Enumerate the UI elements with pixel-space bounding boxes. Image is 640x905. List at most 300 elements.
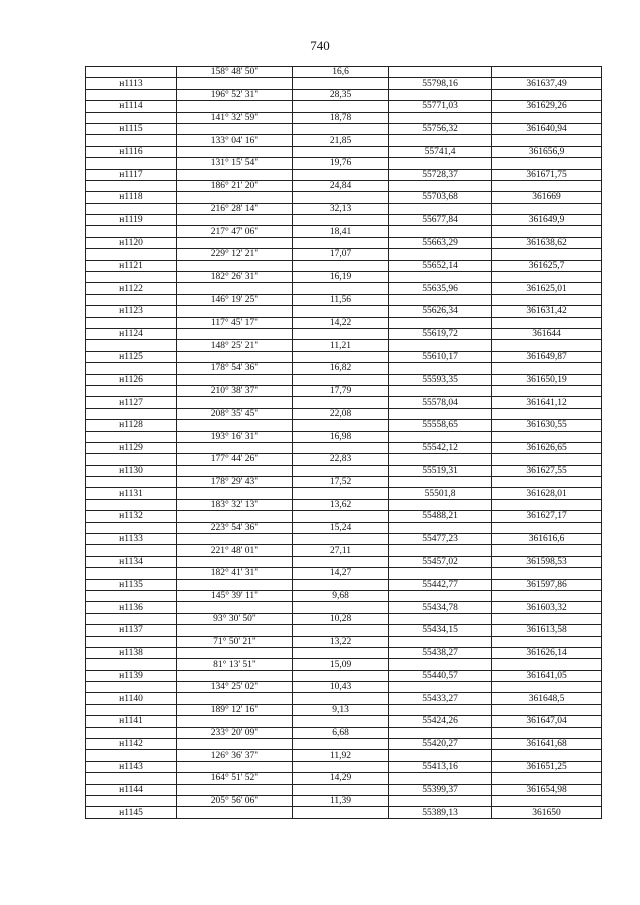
x-cell: 55703,68 <box>389 192 492 203</box>
point-cell: н1130 <box>86 465 177 476</box>
x-cell: 55619,72 <box>389 328 492 339</box>
distance-cell <box>293 761 389 772</box>
distance-cell: 14,29 <box>293 773 389 784</box>
point-row <box>86 534 602 545</box>
distance-cell <box>293 647 389 658</box>
y-cell <box>492 499 602 510</box>
x-cell: 55434,78 <box>389 602 492 613</box>
angle-cell <box>177 716 293 727</box>
point-cell <box>86 180 177 191</box>
point-cell: н1135 <box>86 579 177 590</box>
angle-cell <box>177 442 293 453</box>
point-row <box>86 397 602 408</box>
x-cell: 55663,29 <box>389 237 492 248</box>
distance-cell: 21,85 <box>293 135 389 146</box>
point-row <box>86 511 602 522</box>
angle-cell: 146° 19' 25" <box>177 294 293 305</box>
distance-cell <box>293 260 389 271</box>
segment-row <box>86 454 602 465</box>
y-cell: 361616,6 <box>492 534 602 545</box>
point-row <box>86 647 602 658</box>
distance-cell: 10,28 <box>293 613 389 624</box>
distance-cell: 16,19 <box>293 272 389 283</box>
angle-cell: 205° 56' 06" <box>177 796 293 807</box>
x-cell <box>389 180 492 191</box>
angle-cell <box>177 511 293 522</box>
y-cell <box>492 203 602 214</box>
distance-cell: 13,22 <box>293 636 389 647</box>
angle-cell: 178° 54' 36" <box>177 363 293 374</box>
point-cell <box>86 158 177 169</box>
y-cell <box>492 568 602 579</box>
point-cell <box>86 568 177 579</box>
y-cell <box>492 704 602 715</box>
x-cell: 55413,16 <box>389 761 492 772</box>
distance-cell: 13,62 <box>293 499 389 510</box>
x-cell <box>389 249 492 260</box>
segment-row <box>86 636 602 647</box>
distance-cell: 11,56 <box>293 294 389 305</box>
point-row <box>86 146 602 157</box>
x-cell <box>389 385 492 396</box>
segment-row <box>86 545 602 556</box>
distance-cell <box>293 670 389 681</box>
point-row <box>86 716 602 727</box>
x-cell <box>389 158 492 169</box>
point-cell <box>86 727 177 738</box>
point-cell: н1127 <box>86 397 177 408</box>
y-cell: 361640,94 <box>492 123 602 134</box>
point-cell <box>86 636 177 647</box>
point-cell: н1138 <box>86 647 177 658</box>
distance-cell: 18,78 <box>293 112 389 123</box>
y-cell: 361625,01 <box>492 283 602 294</box>
y-cell <box>492 545 602 556</box>
distance-cell <box>293 716 389 727</box>
x-cell <box>389 67 492 78</box>
point-row <box>86 693 602 704</box>
x-cell <box>389 272 492 283</box>
x-cell <box>389 363 492 374</box>
angle-cell <box>177 328 293 339</box>
x-cell <box>389 112 492 123</box>
point-cell <box>86 363 177 374</box>
segment-row <box>86 272 602 283</box>
y-cell: 361650,19 <box>492 374 602 385</box>
distance-cell <box>293 511 389 522</box>
point-row <box>86 442 602 453</box>
y-cell <box>492 135 602 146</box>
distance-cell <box>293 351 389 362</box>
point-cell: н1114 <box>86 101 177 112</box>
x-cell: 55501,8 <box>389 488 492 499</box>
point-cell <box>86 477 177 488</box>
angle-cell <box>177 283 293 294</box>
y-cell <box>492 750 602 761</box>
x-cell <box>389 750 492 761</box>
x-cell <box>389 454 492 465</box>
x-cell: 55610,17 <box>389 351 492 362</box>
y-cell: 361626,14 <box>492 647 602 658</box>
distance-cell <box>293 101 389 112</box>
point-row <box>86 123 602 134</box>
point-cell: н1137 <box>86 625 177 636</box>
x-cell: 55771,03 <box>389 101 492 112</box>
distance-cell: 16,6 <box>293 67 389 78</box>
point-cell: н1123 <box>86 306 177 317</box>
y-cell: 361627,55 <box>492 465 602 476</box>
x-cell: 55433,27 <box>389 693 492 704</box>
x-cell: 55440,57 <box>389 670 492 681</box>
point-cell: н1136 <box>86 602 177 613</box>
point-cell <box>86 89 177 100</box>
angle-cell: 223° 54' 36" <box>177 522 293 533</box>
x-cell <box>389 613 492 624</box>
y-cell <box>492 317 602 328</box>
y-cell <box>492 636 602 647</box>
distance-cell <box>293 420 389 431</box>
y-cell <box>492 112 602 123</box>
angle-cell: 145° 39' 11" <box>177 590 293 601</box>
y-cell <box>492 363 602 374</box>
coordinates-table <box>85 66 602 819</box>
angle-cell <box>177 306 293 317</box>
distance-cell: 17,52 <box>293 477 389 488</box>
y-cell <box>492 727 602 738</box>
angle-cell <box>177 625 293 636</box>
distance-cell: 32,13 <box>293 203 389 214</box>
x-cell <box>389 796 492 807</box>
point-row <box>86 739 602 750</box>
segment-row <box>86 590 602 601</box>
x-cell: 55741,4 <box>389 146 492 157</box>
x-cell: 55798,16 <box>389 78 492 89</box>
point-cell <box>86 499 177 510</box>
y-cell: 361654,98 <box>492 784 602 795</box>
distance-cell: 18,41 <box>293 226 389 237</box>
x-cell <box>389 431 492 442</box>
distance-cell <box>293 192 389 203</box>
x-cell: 55477,23 <box>389 534 492 545</box>
y-cell <box>492 522 602 533</box>
y-cell <box>492 158 602 169</box>
x-cell <box>389 636 492 647</box>
x-cell <box>389 317 492 328</box>
point-row <box>86 465 602 476</box>
angle-cell <box>177 784 293 795</box>
x-cell: 55542,12 <box>389 442 492 453</box>
angle-cell <box>177 397 293 408</box>
angle-cell <box>177 579 293 590</box>
y-cell <box>492 659 602 670</box>
angle-cell <box>177 534 293 545</box>
angle-cell: 134° 25' 02" <box>177 682 293 693</box>
y-cell: 361626,65 <box>492 442 602 453</box>
angle-cell <box>177 78 293 89</box>
x-cell <box>389 682 492 693</box>
distance-cell <box>293 328 389 339</box>
segment-row <box>86 226 602 237</box>
y-cell: 361644 <box>492 328 602 339</box>
distance-cell <box>293 693 389 704</box>
y-cell <box>492 454 602 465</box>
point-cell: н1140 <box>86 693 177 704</box>
distance-cell: 15,24 <box>293 522 389 533</box>
x-cell: 55488,21 <box>389 511 492 522</box>
point-cell <box>86 682 177 693</box>
y-cell <box>492 682 602 693</box>
x-cell: 55424,26 <box>389 716 492 727</box>
point-cell: н1124 <box>86 328 177 339</box>
angle-cell: 182° 41' 31" <box>177 568 293 579</box>
point-cell <box>86 522 177 533</box>
page-number: 740 <box>310 38 330 53</box>
point-row <box>86 784 602 795</box>
point-cell: н1116 <box>86 146 177 157</box>
point-row <box>86 260 602 271</box>
point-cell <box>86 773 177 784</box>
x-cell <box>389 477 492 488</box>
y-cell: 361637,49 <box>492 78 602 89</box>
x-cell: 55434,15 <box>389 625 492 636</box>
distance-cell <box>293 397 389 408</box>
distance-cell <box>293 784 389 795</box>
point-cell <box>86 704 177 715</box>
segment-row <box>86 613 602 624</box>
angle-cell: 189° 12' 16" <box>177 704 293 715</box>
segment-row <box>86 385 602 396</box>
angle-cell <box>177 123 293 134</box>
distance-cell: 14,27 <box>293 568 389 579</box>
angle-cell <box>177 146 293 157</box>
y-cell: 361627,17 <box>492 511 602 522</box>
y-cell: 361641,68 <box>492 739 602 750</box>
y-cell: 361648,5 <box>492 693 602 704</box>
angle-cell <box>177 670 293 681</box>
x-cell <box>389 89 492 100</box>
x-cell <box>389 545 492 556</box>
segment-row <box>86 499 602 510</box>
x-cell: 55399,37 <box>389 784 492 795</box>
point-cell <box>86 750 177 761</box>
angle-cell: 148° 25' 21" <box>177 340 293 351</box>
angle-cell <box>177 602 293 613</box>
angle-cell: 133° 04' 16" <box>177 135 293 146</box>
segment-row <box>86 135 602 146</box>
y-cell <box>492 249 602 260</box>
point-row <box>86 579 602 590</box>
point-cell <box>86 249 177 260</box>
angle-cell: 216° 28' 14" <box>177 203 293 214</box>
angle-cell: 126° 36' 37" <box>177 750 293 761</box>
x-cell <box>389 590 492 601</box>
x-cell <box>389 340 492 351</box>
angle-cell: 208° 35' 45" <box>177 408 293 419</box>
distance-cell <box>293 169 389 180</box>
point-cell: н1125 <box>86 351 177 362</box>
point-row <box>86 807 602 818</box>
coordinates-table-body <box>86 67 602 819</box>
distance-cell: 11,92 <box>293 750 389 761</box>
angle-cell <box>177 556 293 567</box>
x-cell: 55389,13 <box>389 807 492 818</box>
x-cell <box>389 135 492 146</box>
point-row <box>86 556 602 567</box>
y-cell <box>492 226 602 237</box>
y-cell: 361631,42 <box>492 306 602 317</box>
y-cell: 361597,86 <box>492 579 602 590</box>
angle-cell: 71° 50' 21" <box>177 636 293 647</box>
distance-cell: 9,68 <box>293 590 389 601</box>
y-cell: 361656,9 <box>492 146 602 157</box>
point-cell <box>86 613 177 624</box>
segment-row <box>86 522 602 533</box>
y-cell: 361625,7 <box>492 260 602 271</box>
distance-cell: 6,68 <box>293 727 389 738</box>
point-cell: н1121 <box>86 260 177 271</box>
segment-row <box>86 796 602 807</box>
segment-row <box>86 180 602 191</box>
angle-cell <box>177 465 293 476</box>
point-cell: н1144 <box>86 784 177 795</box>
point-row <box>86 602 602 613</box>
distance-cell: 24,84 <box>293 180 389 191</box>
angle-cell: 217° 47' 06" <box>177 226 293 237</box>
distance-cell <box>293 488 389 499</box>
distance-cell <box>293 123 389 134</box>
angle-cell <box>177 237 293 248</box>
segment-row <box>86 67 602 78</box>
angle-cell <box>177 215 293 226</box>
angle-cell: 117° 45' 17" <box>177 317 293 328</box>
point-row <box>86 488 602 499</box>
point-cell: н1134 <box>86 556 177 567</box>
y-cell <box>492 272 602 283</box>
point-cell: н1129 <box>86 442 177 453</box>
point-cell <box>86 590 177 601</box>
x-cell: 55457,02 <box>389 556 492 567</box>
angle-cell <box>177 488 293 499</box>
y-cell <box>492 385 602 396</box>
distance-cell: 15,09 <box>293 659 389 670</box>
x-cell <box>389 408 492 419</box>
point-cell: н1145 <box>86 807 177 818</box>
angle-cell <box>177 807 293 818</box>
angle-cell <box>177 647 293 658</box>
x-cell: 55578,04 <box>389 397 492 408</box>
point-cell: н1142 <box>86 739 177 750</box>
segment-row <box>86 317 602 328</box>
y-cell: 361650 <box>492 807 602 818</box>
x-cell <box>389 294 492 305</box>
segment-row <box>86 158 602 169</box>
point-cell <box>86 408 177 419</box>
point-cell: н1128 <box>86 420 177 431</box>
angle-cell <box>177 739 293 750</box>
y-cell <box>492 89 602 100</box>
x-cell <box>389 568 492 579</box>
distance-cell <box>293 146 389 157</box>
segment-row <box>86 682 602 693</box>
y-cell: 361647,04 <box>492 716 602 727</box>
angle-cell <box>177 693 293 704</box>
angle-cell <box>177 101 293 112</box>
angle-cell <box>177 169 293 180</box>
angle-cell <box>177 192 293 203</box>
point-cell: н1115 <box>86 123 177 134</box>
y-cell <box>492 431 602 442</box>
point-cell <box>86 135 177 146</box>
x-cell: 55519,31 <box>389 465 492 476</box>
angle-cell: 196° 52' 31" <box>177 89 293 100</box>
y-cell: 361603,32 <box>492 602 602 613</box>
point-cell <box>86 67 177 78</box>
point-row <box>86 625 602 636</box>
x-cell <box>389 773 492 784</box>
angle-cell: 81° 13' 51" <box>177 659 293 670</box>
distance-cell: 9,13 <box>293 704 389 715</box>
y-cell: 361641,12 <box>492 397 602 408</box>
distance-cell <box>293 442 389 453</box>
y-cell <box>492 796 602 807</box>
angle-cell <box>177 374 293 385</box>
point-cell <box>86 659 177 670</box>
point-row <box>86 306 602 317</box>
point-row <box>86 328 602 339</box>
distance-cell: 16,98 <box>293 431 389 442</box>
segment-row <box>86 659 602 670</box>
x-cell: 55438,27 <box>389 647 492 658</box>
segment-row <box>86 727 602 738</box>
angle-cell: 177° 44' 26" <box>177 454 293 465</box>
y-cell <box>492 67 602 78</box>
angle-cell <box>177 260 293 271</box>
distance-cell <box>293 215 389 226</box>
y-cell: 361613,58 <box>492 625 602 636</box>
angle-cell: 221° 48' 01" <box>177 545 293 556</box>
distance-cell: 14,22 <box>293 317 389 328</box>
distance-cell: 16,82 <box>293 363 389 374</box>
point-row <box>86 670 602 681</box>
distance-cell: 17,79 <box>293 385 389 396</box>
point-row <box>86 283 602 294</box>
distance-cell <box>293 602 389 613</box>
distance-cell <box>293 374 389 385</box>
distance-cell <box>293 807 389 818</box>
angle-cell: 233° 20' 09" <box>177 727 293 738</box>
angle-cell <box>177 420 293 431</box>
segment-row <box>86 340 602 351</box>
x-cell: 55626,34 <box>389 306 492 317</box>
segment-row <box>86 704 602 715</box>
point-cell: н1122 <box>86 283 177 294</box>
distance-cell <box>293 78 389 89</box>
segment-row <box>86 773 602 784</box>
segment-row <box>86 477 602 488</box>
y-cell: 361598,53 <box>492 556 602 567</box>
distance-cell: 27,11 <box>293 545 389 556</box>
point-cell: н1139 <box>86 670 177 681</box>
angle-cell: 131° 15' 54" <box>177 158 293 169</box>
y-cell <box>492 613 602 624</box>
point-cell: н1120 <box>86 237 177 248</box>
angle-cell: 158° 48' 50" <box>177 67 293 78</box>
y-cell <box>492 340 602 351</box>
point-cell: н1126 <box>86 374 177 385</box>
distance-cell: 22,83 <box>293 454 389 465</box>
distance-cell: 19,76 <box>293 158 389 169</box>
point-row <box>86 351 602 362</box>
